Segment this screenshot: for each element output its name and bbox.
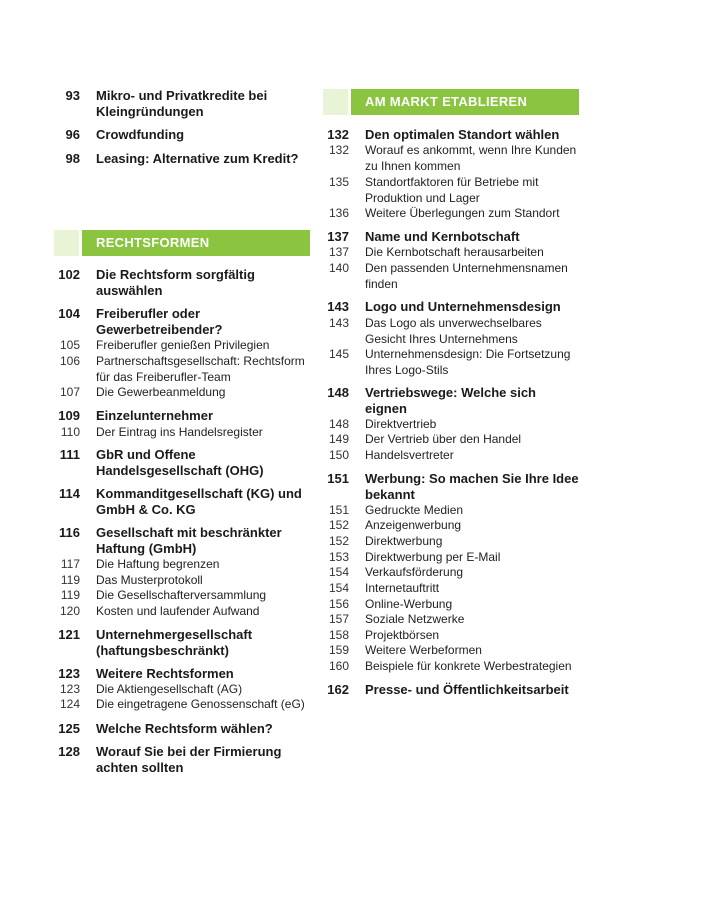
entry-title: Verkaufsförderung bbox=[365, 565, 464, 579]
entry-title: Weitere Überlegungen zum Standort bbox=[365, 206, 560, 220]
page-number: 120 bbox=[59, 604, 80, 618]
page-number: 109 bbox=[58, 408, 80, 423]
page-number: 137 bbox=[327, 229, 349, 244]
entry-title: Freiberufler genießen Privilegien bbox=[96, 338, 270, 352]
entry-title: Mikro- und Privatkredite bei Kleingründungen bbox=[96, 88, 268, 119]
section-header-rechtsformen bbox=[54, 230, 310, 256]
entry-title: Soziale Netzwerke bbox=[365, 612, 465, 626]
page-number: 140 bbox=[328, 261, 349, 275]
page-number: 143 bbox=[327, 299, 349, 314]
entry-title: Gedruckte Medien bbox=[365, 503, 464, 517]
entry-title: Online-Werbung bbox=[365, 597, 453, 611]
page-number: 135 bbox=[328, 175, 349, 189]
entry-title: Worauf Sie bei der Firmierung achten sollten bbox=[96, 744, 282, 775]
entry-title: Unternehmergesellschaft (haftungsbeschränkt) bbox=[96, 627, 253, 658]
page-number: 123 bbox=[59, 682, 80, 696]
page-number: 153 bbox=[328, 550, 349, 564]
entry-title: Welche Rechtsform wählen? bbox=[96, 721, 273, 736]
entry-title: Der Eintrag ins Handelsregister bbox=[96, 425, 263, 439]
page-number: 150 bbox=[328, 448, 349, 462]
page-number: 143 bbox=[328, 316, 349, 330]
entry-title: Presse- und Öffentlichkeitsarbeit bbox=[365, 682, 569, 697]
page-number: 116 bbox=[59, 525, 80, 540]
entry-title: Partnerschaftsgesellschaft: Rechtsform für das Freiberufler-Team bbox=[96, 354, 305, 384]
entry-title: GbR und Offene Handelsgesellschaft (OHG) bbox=[96, 447, 264, 478]
page-number: 102 bbox=[58, 267, 80, 282]
entry-title: Direktwerbung per E-Mail bbox=[365, 550, 501, 564]
entry-title: Weitere Rechtsformen bbox=[96, 666, 234, 681]
entry-title: Anzeigenwerbung bbox=[365, 518, 462, 532]
entry-title: Gesellschaft mit beschränkter Haftung (GmbH) bbox=[96, 525, 282, 556]
page-number: 159 bbox=[328, 643, 349, 657]
page-number: 104 bbox=[58, 306, 80, 321]
page-number: 110 bbox=[60, 425, 80, 439]
entry-title: Logo und Unternehmensdesign bbox=[365, 299, 561, 314]
page-number: 148 bbox=[327, 385, 349, 400]
entry-title: Die Gewerbeanmeldung bbox=[96, 385, 226, 399]
entry-title: Weitere Werbeformen bbox=[365, 643, 482, 657]
entry-title: Werbung: So machen Sie Ihre Idee bekannt bbox=[365, 471, 579, 502]
page-number: 123 bbox=[58, 666, 80, 681]
page-number: 137 bbox=[328, 245, 349, 259]
entry-title: Der Vertrieb über den Handel bbox=[365, 432, 522, 446]
page-number: 148 bbox=[328, 417, 349, 431]
entry-title: Crowdfunding bbox=[96, 127, 185, 142]
entry-title: Die Kernbotschaft herausarbeiten bbox=[365, 245, 544, 259]
page-number: 136 bbox=[328, 206, 349, 220]
page-number: 106 bbox=[59, 354, 80, 368]
entry-title: Handelsvertreter bbox=[365, 448, 454, 462]
entry-title: Freiberufler oder Gewerbetreibender? bbox=[96, 306, 223, 337]
page-number: 132 bbox=[328, 143, 349, 157]
page-number: 119 bbox=[60, 573, 80, 587]
entry-title: Direktvertrieb bbox=[365, 417, 437, 431]
entry-title: Leasing: Alternative zum Kredit? bbox=[96, 151, 299, 166]
entry-title: Beispiele für konkrete Werbestrategien bbox=[365, 659, 572, 673]
entry-title: Die Rechtsform sorgfältig auswählen bbox=[96, 267, 255, 298]
page-number: 117 bbox=[60, 557, 80, 571]
entry-title: Einzelunternehmer bbox=[96, 408, 214, 423]
entry-title: Das Musterprotokoll bbox=[96, 573, 203, 587]
page-number: 119 bbox=[60, 588, 80, 602]
section-tab-marker bbox=[54, 230, 82, 256]
entry-title: Den optimalen Standort wählen bbox=[365, 127, 560, 142]
page-number: 145 bbox=[328, 347, 349, 361]
entry-title: Internetauftritt bbox=[365, 581, 440, 595]
entry-title: Den passenden Unternehmensnamen finden bbox=[365, 261, 568, 291]
entry-title: Das Logo als unverwechselbares Gesicht Ihres Unternehmens bbox=[365, 316, 542, 346]
entry-title: Die eingetragene Genossenschaft (eG) bbox=[96, 697, 305, 711]
entry-title: Unternehmensdesign: Die Fortsetzung Ihres Logo-Stils bbox=[365, 347, 571, 377]
page-number: 128 bbox=[58, 744, 80, 759]
page-number: 162 bbox=[327, 682, 349, 697]
page-number: 154 bbox=[328, 565, 349, 579]
page-number: 156 bbox=[328, 597, 349, 611]
section-tab-marker bbox=[323, 89, 351, 115]
page-number: 107 bbox=[59, 385, 80, 399]
entry-title: Die Aktiengesellschaft (AG) bbox=[96, 682, 243, 696]
entry-title: Direktwerbung bbox=[365, 534, 443, 548]
page-number: 111 bbox=[59, 447, 80, 462]
entry-title: Die Haftung begrenzen bbox=[96, 557, 220, 571]
page-number: 96 bbox=[65, 127, 80, 142]
page-number: 93 bbox=[65, 88, 80, 103]
section-title: RECHTSFORMEN bbox=[96, 235, 210, 250]
entry-title: Kommanditgesellschaft (KG) und GmbH & Co. KG bbox=[96, 486, 302, 517]
entry-title: Standortfaktoren für Betriebe mit Produktion und Lager bbox=[365, 175, 539, 205]
page-number: 149 bbox=[328, 432, 349, 446]
page-number: 132 bbox=[327, 127, 349, 142]
entry-title: Worauf es ankommt, wenn Ihre Kunden zu Ihnen kommen bbox=[365, 143, 577, 173]
entry-title: Name und Kernbotschaft bbox=[365, 229, 520, 244]
page-number: 154 bbox=[328, 581, 349, 595]
section-title: AM MARKT ETABLIEREN bbox=[365, 94, 528, 109]
page-number: 152 bbox=[328, 534, 349, 548]
entry-title: Die Gesellschafterversammlung bbox=[96, 588, 267, 602]
page-number: 121 bbox=[58, 627, 80, 642]
page-number: 158 bbox=[328, 628, 349, 642]
entry-title: Projektbörsen bbox=[365, 628, 440, 642]
entry-title: Kosten und laufender Aufwand bbox=[96, 604, 260, 618]
section-header-am-markt-etablieren bbox=[323, 89, 579, 115]
page-number: 114 bbox=[59, 486, 80, 501]
page-number: 157 bbox=[328, 612, 349, 626]
page-number: 160 bbox=[328, 659, 349, 673]
page-number: 98 bbox=[65, 151, 80, 166]
page-number: 152 bbox=[328, 518, 349, 532]
page-number: 151 bbox=[328, 503, 349, 517]
page-number: 124 bbox=[59, 697, 80, 711]
entry-title: Vertriebswege: Welche sich eignen bbox=[365, 385, 536, 416]
page-number: 151 bbox=[327, 471, 349, 486]
page-number: 105 bbox=[59, 338, 80, 352]
page-number: 125 bbox=[58, 721, 80, 736]
